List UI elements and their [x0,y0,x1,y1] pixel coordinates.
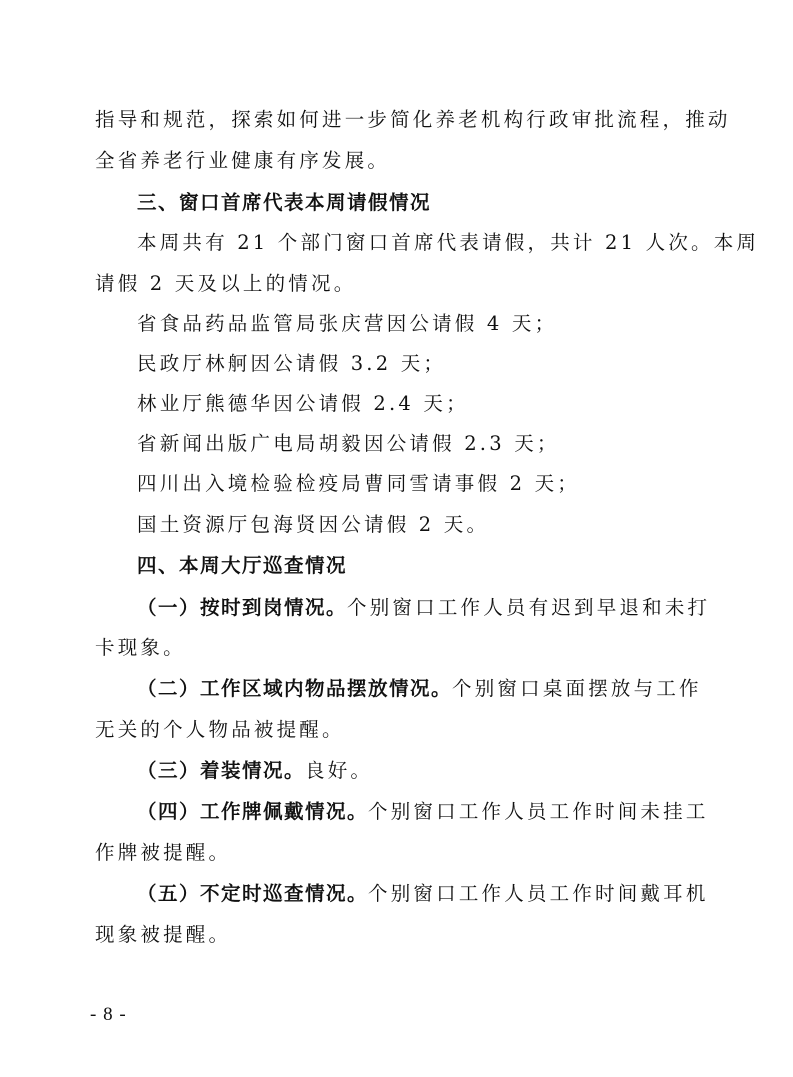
inspection-item [137,594,747,622]
leave-item: 民政厅林舸因公请假 3.2 天； [137,352,447,375]
page-number: - 8 - [90,1004,127,1025]
inspection-item [137,675,747,703]
item-label: （四）工作牌佩戴情况。 [137,800,369,823]
leave-item: 国土资源厅包海贤因公请假 2 天。 [137,513,490,536]
paragraph-line: 请假 2 天及以上的情况。 [95,272,357,295]
item-continuation: 卡现象。 [95,636,186,659]
item-label: （三）着装情况。 [137,759,306,782]
item-text: 个别窗口工作人员工作时间戴耳机 [368,882,709,905]
item-continuation: 现象被提醒。 [95,923,232,946]
section-heading-3: 三、窗口首席代表本周请假情况 [137,191,432,214]
item-text: 个别窗口桌面摆放与工作 [452,677,702,700]
item-continuation: 无关的个人物品被提醒。 [95,718,345,741]
paragraph-line: 指导和规范，探索如何进一步简化养老机构行政审批流程，推动 [95,108,731,131]
section-heading-4: 四、本周大厅巡查情况 [137,554,348,577]
item-label: （五）不定时巡查情况。 [137,882,369,905]
paragraph-line: 本周共有 21 个部门窗口首席代表请假，共计 21 人次。本周 [137,231,760,254]
item-continuation: 作牌被提醒。 [95,841,232,864]
item-label: （二）工作区域内物品摆放情况。 [137,677,453,700]
item-text: 个别窗口工作人员工作时间未挂工 [368,800,709,823]
leave-item: 四川出入境检验检疫局曹同雪请事假 2 天； [137,472,581,495]
leave-item: 省食品药品监管局张庆营因公请假 4 天； [137,312,558,335]
leave-item: 林业厅熊德华因公请假 2.4 天； [137,392,469,415]
item-text: 良好。 [305,759,374,782]
paragraph-line: 全省养老行业健康有序发展。 [95,149,391,172]
item-label: （一）按时到岗情况。 [137,596,348,619]
leave-item: 省新闻出版广电局胡毅因公请假 2.3 天； [137,432,560,455]
item-text: 个别窗口工作人员有迟到早退和未打 [347,596,711,619]
inspection-item [137,757,747,785]
inspection-item [137,880,747,908]
inspection-item [137,798,747,826]
